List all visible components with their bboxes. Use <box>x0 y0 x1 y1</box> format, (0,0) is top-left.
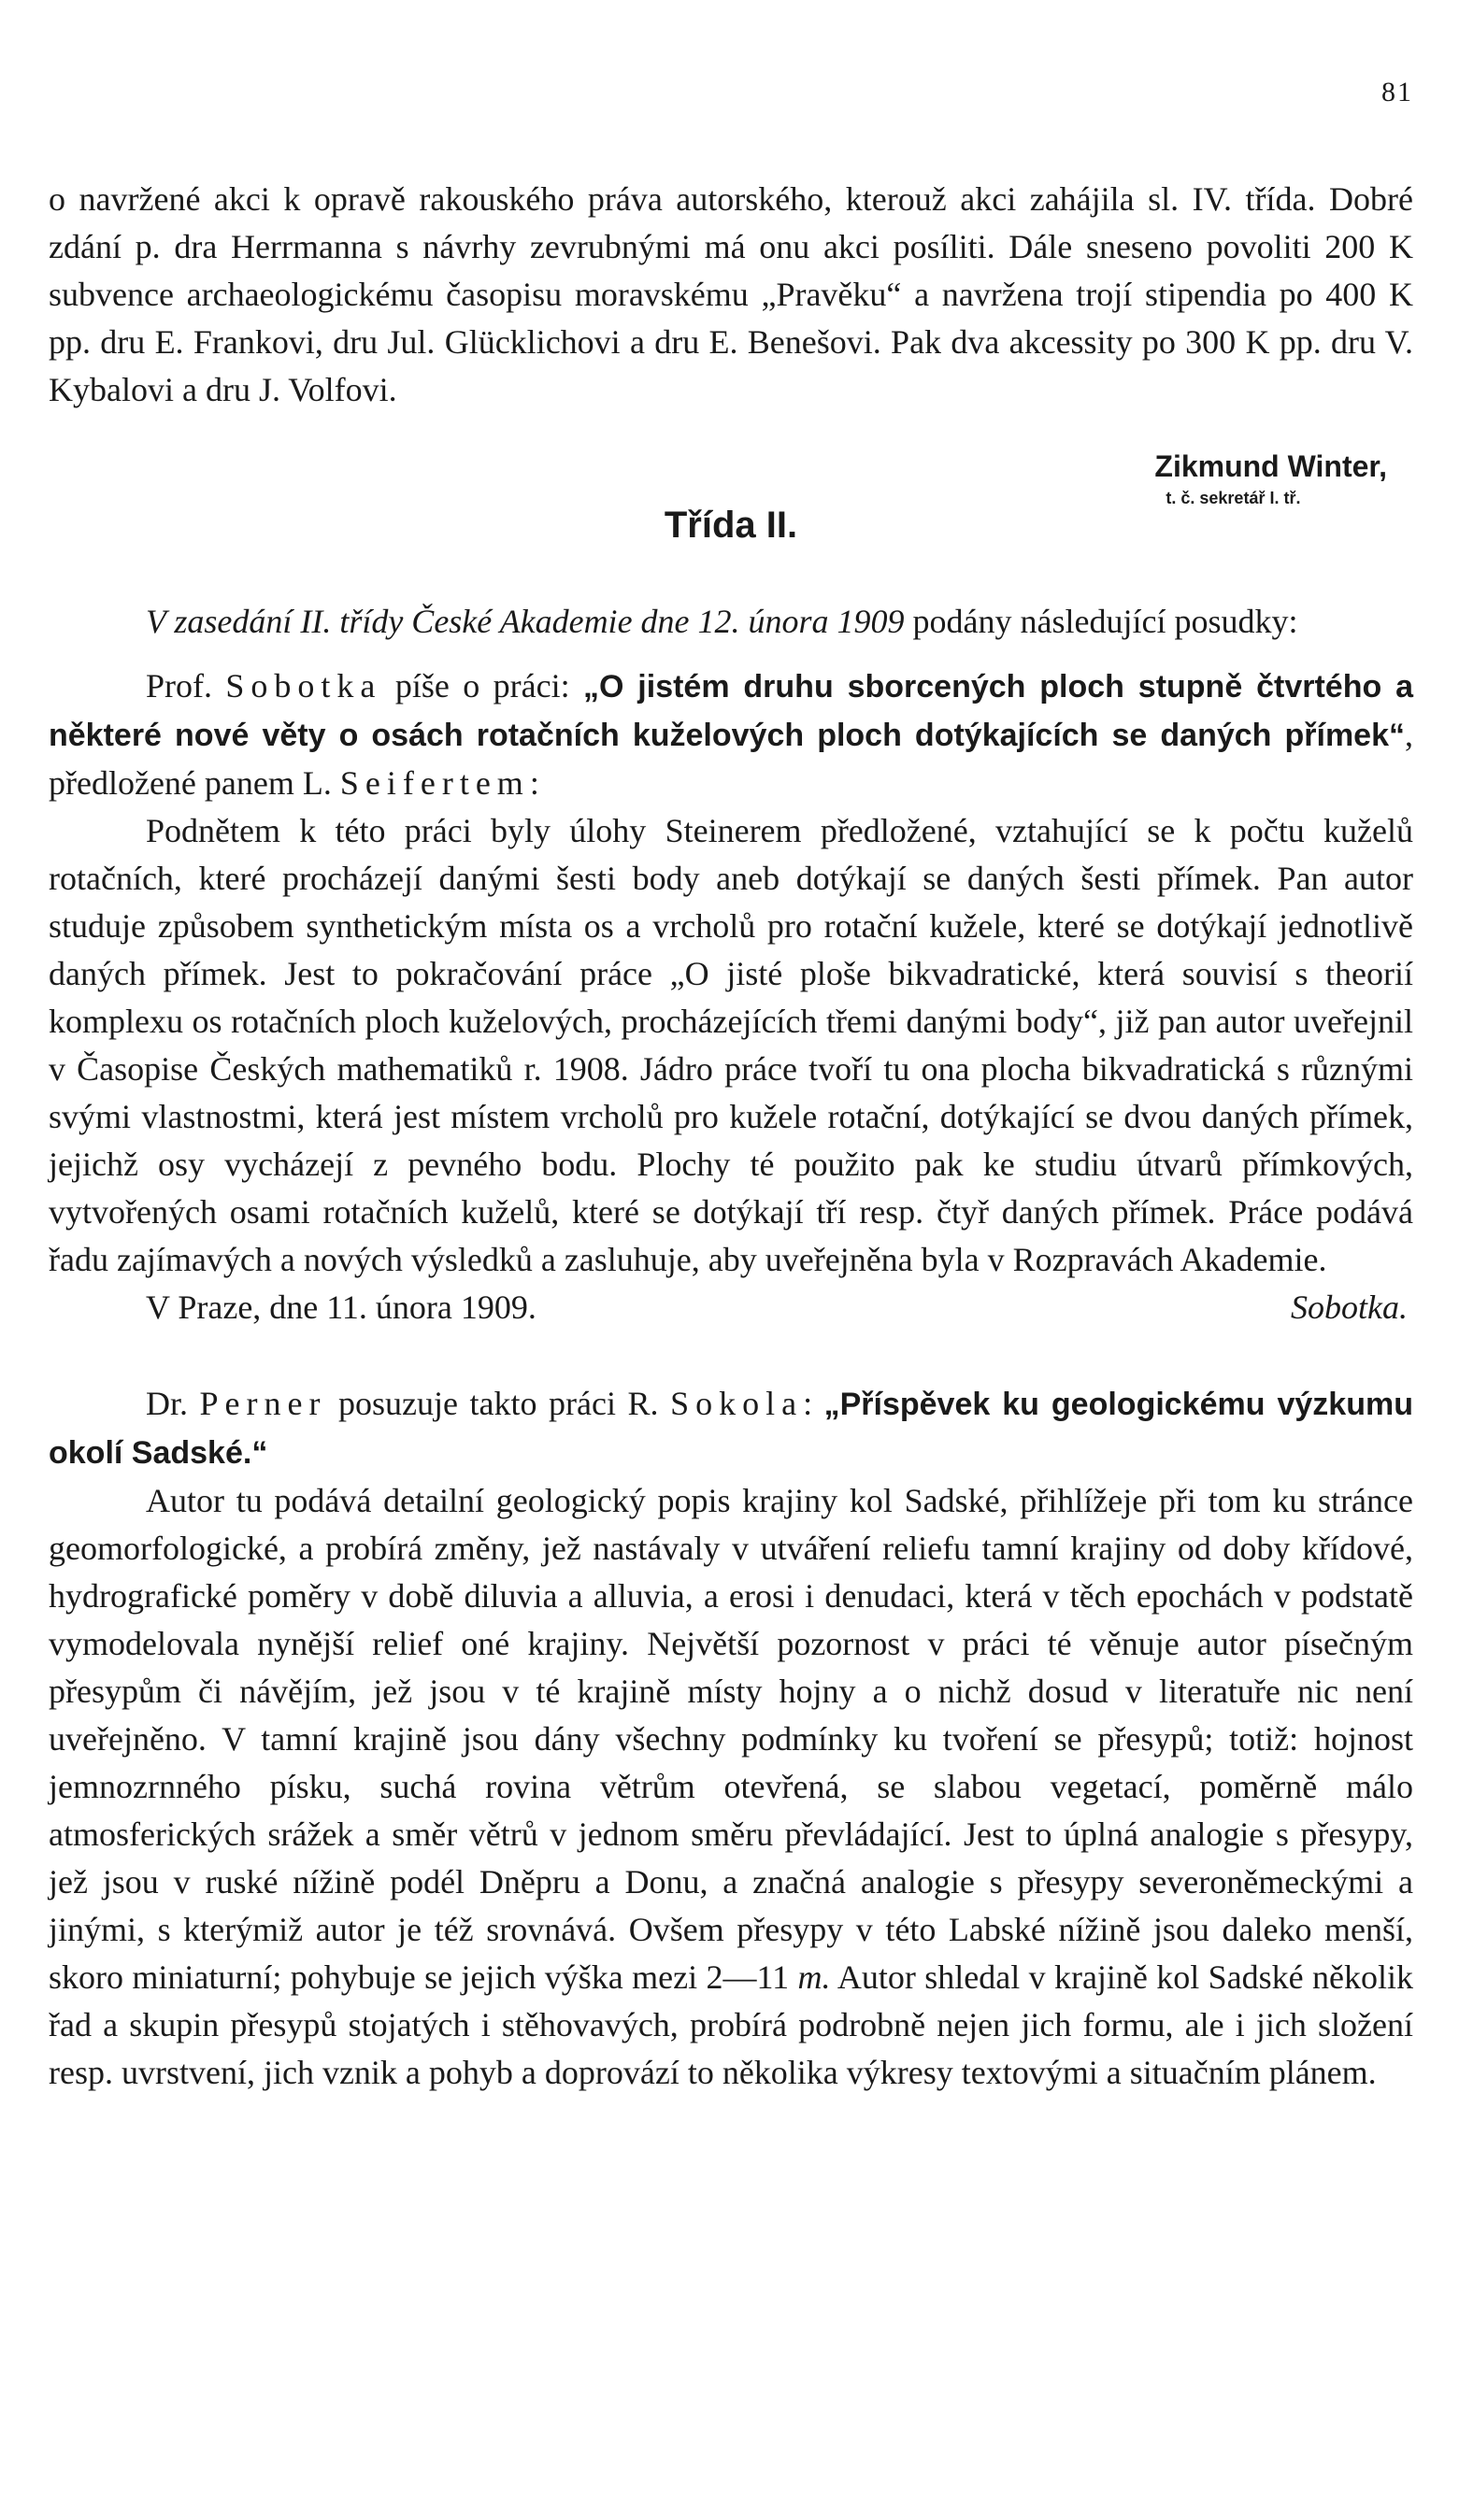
section-heading: Třída II. <box>664 505 798 546</box>
review1-reviewer: Sobotka <box>225 667 382 705</box>
review1-date: V Praze, dne 11. února 1909. <box>146 1288 536 1326</box>
page-number: 81 <box>1381 77 1413 107</box>
reviews-text <box>49 598 1413 2097</box>
review1-signature: Sobotka. <box>1291 1288 1408 1326</box>
review2-body-part1: Autor tu podává detailní geologický popis krajiny kol Sadské, přihlížeje při tom ku stránce geomorfologické, a probírá změny, jež nastávaly v utváření reliefu tamní krajiny od doby křídové, hydrografické poměry v době diluvia a alluvia, a erosi i denudaci, která v těch epochách v podstatě vymodelovala nynější relief oné krajiny. Největší pozornost v práci té věnuje autor písečným přesypům či návějím, jež jsou v té krajině místy hojny a o nichž dosud v literatuře nic není uveřejněno. V tamní krajině jsou dány všechny podmínky ku tvoření se přesypů; totiž: hojnost jemnozrnného písku, suchá rovina větrům otevřená, se slabou vegetací, poměrně málo atmosferických srážek a směr větrů v jednom směru převládající. Jest to úplná analogie s přesypy, jež jsou v ruské nížině podél Dněpru a Donu, a značná analogie s přesypy severoněmeckými a jinými, s kterýmiž autor je též srovnává. Ovšem přesypy v této Labské nížině jsou daleko menší, skoro miniaturní; pohybuje se jejich výška mezi 2—11 <box>49 1482 1413 1996</box>
session-rest: podány následující posudky: <box>904 603 1298 640</box>
page <box>49 0 1413 2520</box>
body-text <box>49 176 1413 414</box>
review1-colon: : <box>529 764 539 802</box>
secretary-signature <box>1154 447 1387 510</box>
review1-body: Podnětem k této práci byly úlohy Steinerem předložené, vztahující se k počtu kuželů rotačních, které procházejí danými šesti body aneb dotýkají se daných šesti přímek. Pan autor studuje způsobem synthetickým místa os a vrcholů pro rotační kužele, které se dotýkají jednotlivě daných přímek. Jest to pokračování práce „O jisté ploše bikvadratické, která souvisí s theorií komplexu os rotačních ploch kuželových, procházejících třemi danými body“, již pan autor uveřejnil v Časopise Českých mathematiků r. 1908. Jádro práce tvoří tu ona plocha bikvadratická s různými svými vlastnostmi, která jest místem vrcholů pro kužele rotační, dotýkající se dvou daných přímek, jejichž osy vycházejí z pevného bodu. Plochy té použito pak ke studiu útvarů přímkových, vytvořených osami rotačních kuželů, které se dotýkají tří resp. čtyř daných přímek. Práce podává řadu zajímavých a nových výsledků a zasluhuje, aby uveřejněna byla v Rozpravách Akademie. <box>49 812 1413 1278</box>
secretary-role: t. č. sekretář I. tř. <box>1166 489 1301 507</box>
review1-lead: Prof. <box>146 667 212 705</box>
secretary-name: Zikmund Winter, <box>1154 449 1387 483</box>
review1-author: Seifertem <box>339 764 530 802</box>
review2-colon: : <box>803 1385 824 1422</box>
review2-body <box>49 1477 1413 2097</box>
session-date: V zasedání II. třídy České Akademie dne 12. února 1909 <box>146 603 905 640</box>
review2-author: Sokola <box>670 1385 804 1422</box>
review2-intro <box>49 1380 1413 1477</box>
review2-title: „Příspěvek ku geologickému výzkumu okolí Sadské.“ <box>49 1387 1413 1471</box>
review1-title: „O jistém druhu sborcených ploch stupně čtvrtého a některé nové věty o osách rotačních kuželových ploch dotýkajících se daných přímek“ <box>49 669 1413 753</box>
review1-intro <box>49 662 1413 807</box>
session-paragraph <box>49 598 1413 646</box>
review1-dateline <box>49 1284 1413 1331</box>
review2-unit: m. <box>797 1958 831 1996</box>
intro-paragraph: o navržené akci k opravě rakouského práva autorského, kterouž akci zahájila sl. IV. třída. Dobré zdání p. dra Herrmanna s návrhy zevrubnými má onu akci posíliti. Dále sneseno povoliti 200 K subvence archaeologickému časopisu moravskému „Pravěku“ a navržena trojí stipendia po 400 K pp. dru E. Frankovi, dru Jul. Glücklichovi a dru E. Benešovi. Pak dva akcessity po 300 K pp. dru V. Kybalovi a dru J. Volfovi. <box>49 180 1413 408</box>
review1-verb: píše o práci: <box>381 667 583 705</box>
review2-reviewer: Perner <box>199 1385 327 1422</box>
review1-submitted: , předložené panem L. <box>49 716 1413 802</box>
review2-verb: posuzuje takto práci R. <box>326 1385 671 1422</box>
review2-lead: Dr. <box>146 1385 188 1422</box>
review2-body-part2: Autor shledal v krajině kol Sadské několik řad a skupin přesypů stojatých i stěhovavých, probírá podrobně nejen jich formu, ale i jich složení resp. uvrstvení, jich vznik a pohyb a doprovází to několika výkresy textovými a situačním plánem. <box>49 1958 1413 2091</box>
